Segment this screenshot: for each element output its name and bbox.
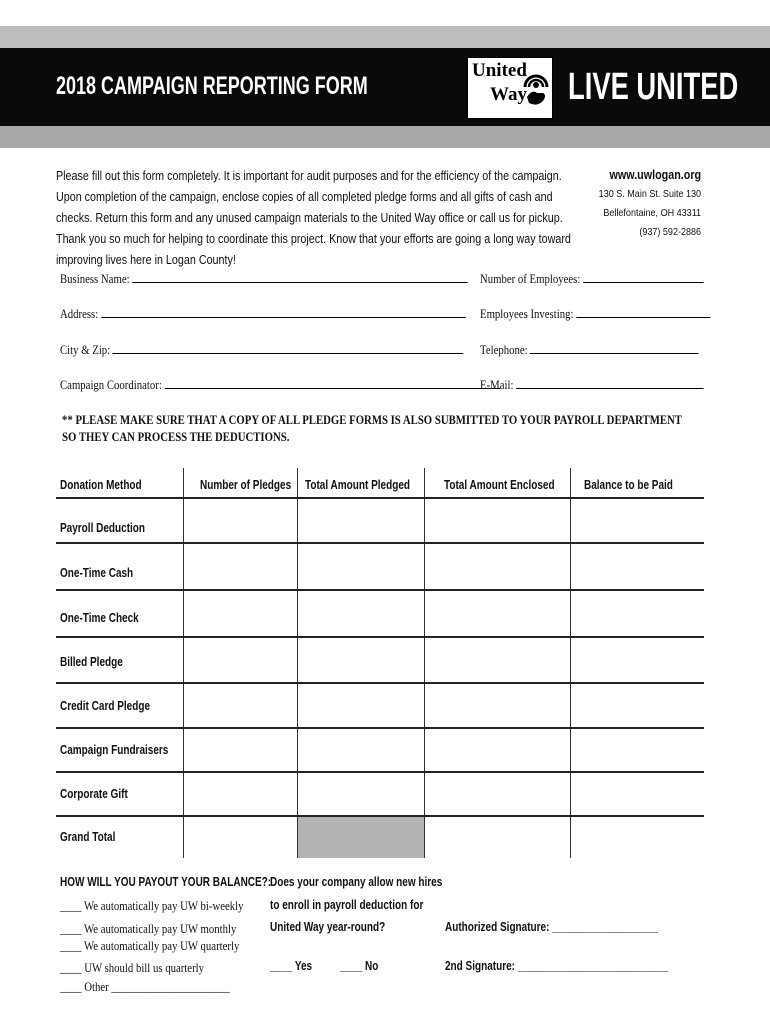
table-row-divider: [56, 636, 704, 638]
enroll-question-line1: Does your company allow new hires: [270, 875, 443, 889]
row-one-time-check: One-Time Check: [60, 611, 139, 625]
payout-option-biweekly[interactable]: ____ We automatically pay UW bi-weekly: [60, 899, 244, 913]
header-top-band: [0, 26, 770, 48]
logo-word-united: United: [472, 60, 527, 81]
table-column-divider: [297, 468, 298, 858]
payout-option-bill-quarterly[interactable]: ____ UW should bill us quarterly: [60, 961, 205, 975]
grand-total-shaded-cell: [298, 817, 424, 858]
business-name-label: Business Name:: [60, 272, 130, 286]
col-header-number-pledges: Number of Pledges: [200, 478, 292, 492]
payout-option-monthly[interactable]: ____ We automatically pay UW monthly: [60, 922, 237, 936]
table-row-divider: [56, 682, 704, 684]
city-zip-label: City & Zip:: [60, 343, 111, 357]
table-column-divider: [183, 468, 184, 858]
contact-block: [599, 166, 701, 242]
enroll-no-option[interactable]: ____ No: [340, 959, 379, 973]
employees-investing-label: Employees Investing:: [480, 307, 574, 321]
table-column-divider: [424, 468, 425, 858]
address-line-2: Bellefontaine, OH 43311: [603, 207, 701, 219]
phone-number: (937) 592-2886: [639, 226, 701, 238]
business-name-field[interactable]: [60, 271, 468, 287]
united-way-logo: [467, 57, 553, 119]
email-line[interactable]: [516, 377, 703, 389]
city-zip-field[interactable]: [60, 342, 464, 358]
telephone-line[interactable]: [530, 342, 699, 354]
col-header-donation-method: Donation Method: [60, 478, 142, 492]
coordinator-field[interactable]: [60, 377, 500, 393]
table-row-divider: [56, 542, 704, 544]
row-payroll-deduction: Payroll Deduction: [60, 521, 146, 535]
intro-paragraph: Please fill out this form completely. It is important for audit purposes and for the efficiency of the campaign. Upon completion of the campaign, enclose copies of all completed pledge forms and all gifts of cash and checks. Return this form and any unused campaign materials to the United Way office or call us for pickup. Thank you so much for helping to coordinate this project. Know that your efforts are going a long way toward improving lives here in Logan County!: [56, 169, 571, 267]
authorized-signature-field[interactable]: Authorized Signature: ___________________: [445, 920, 658, 934]
payroll-notice: ** PLEASE MAKE SURE THAT A COPY OF ALL PLEDGE FORMS IS ALSO SUBMITTED TO YOUR PAYROLL DEPARTMENT SO THEY CAN PROCESS THE DEDUCTIONS.: [62, 413, 682, 444]
business-name-line[interactable]: [132, 271, 467, 283]
table-row-divider: [56, 497, 704, 499]
second-signature-field[interactable]: 2nd Signature: ___________________________: [445, 959, 668, 973]
employees-investing-line[interactable]: [576, 306, 710, 318]
coordinator-line[interactable]: [165, 377, 500, 389]
table-column-divider: [570, 468, 571, 858]
telephone-field[interactable]: [480, 342, 699, 358]
website-link[interactable]: www.uwlogan.org: [609, 168, 701, 182]
row-one-time-cash: One-Time Cash: [60, 566, 134, 580]
table-row-divider: [56, 771, 704, 773]
payout-option-other[interactable]: ____ Other ______________________: [60, 980, 230, 994]
address-line-1: 130 S. Main St. Suite 130: [598, 188, 701, 200]
row-corporate-gift: Corporate Gift: [60, 787, 128, 801]
payout-question: HOW WILL YOU PAYOUT YOUR BALANCE?:: [60, 875, 272, 889]
payout-option-quarterly[interactable]: ____ We automatically pay UW quarterly: [60, 939, 240, 953]
coordinator-label: Campaign Coordinator:: [60, 378, 162, 392]
address-field[interactable]: [60, 306, 466, 322]
enroll-yes-option[interactable]: ____ Yes: [270, 959, 313, 973]
email-field[interactable]: [480, 377, 704, 393]
row-billed-pledge: Billed Pledge: [60, 655, 123, 669]
form-title: 2018 CAMPAIGN REPORTING FORM: [56, 72, 368, 100]
address-line[interactable]: [101, 306, 466, 318]
header-bottom-band: [0, 126, 770, 148]
enroll-question-line2: to enroll in payroll deduction for: [270, 898, 424, 912]
city-zip-line[interactable]: [113, 342, 464, 354]
employees-line[interactable]: [583, 271, 703, 283]
row-grand-total: Grand Total: [60, 830, 116, 844]
email-label: E-Mail:: [480, 378, 514, 392]
hand-rainbow-icon: [523, 63, 549, 111]
employees-field[interactable]: [480, 271, 703, 287]
table-row-divider: [56, 589, 704, 591]
row-credit-card-pledge: Credit Card Pledge: [60, 699, 151, 713]
logo-word-way: Way: [490, 84, 527, 105]
employees-label: Number of Employees:: [480, 272, 581, 286]
telephone-label: Telephone:: [480, 343, 528, 357]
employees-investing-field[interactable]: [480, 306, 710, 322]
table-row-divider: [56, 727, 704, 729]
col-header-amount-pledged: Total Amount Pledged: [305, 478, 410, 492]
row-campaign-fundraisers: Campaign Fundraisers: [60, 743, 169, 757]
enroll-question-line3: United Way year-round?: [270, 920, 386, 934]
col-header-balance: Balance to be Paid: [584, 478, 673, 492]
col-header-amount-enclosed: Total Amount Enclosed: [444, 478, 555, 492]
address-label: Address:: [60, 307, 99, 321]
live-united-slogan: LIVE UNITED: [568, 66, 739, 108]
